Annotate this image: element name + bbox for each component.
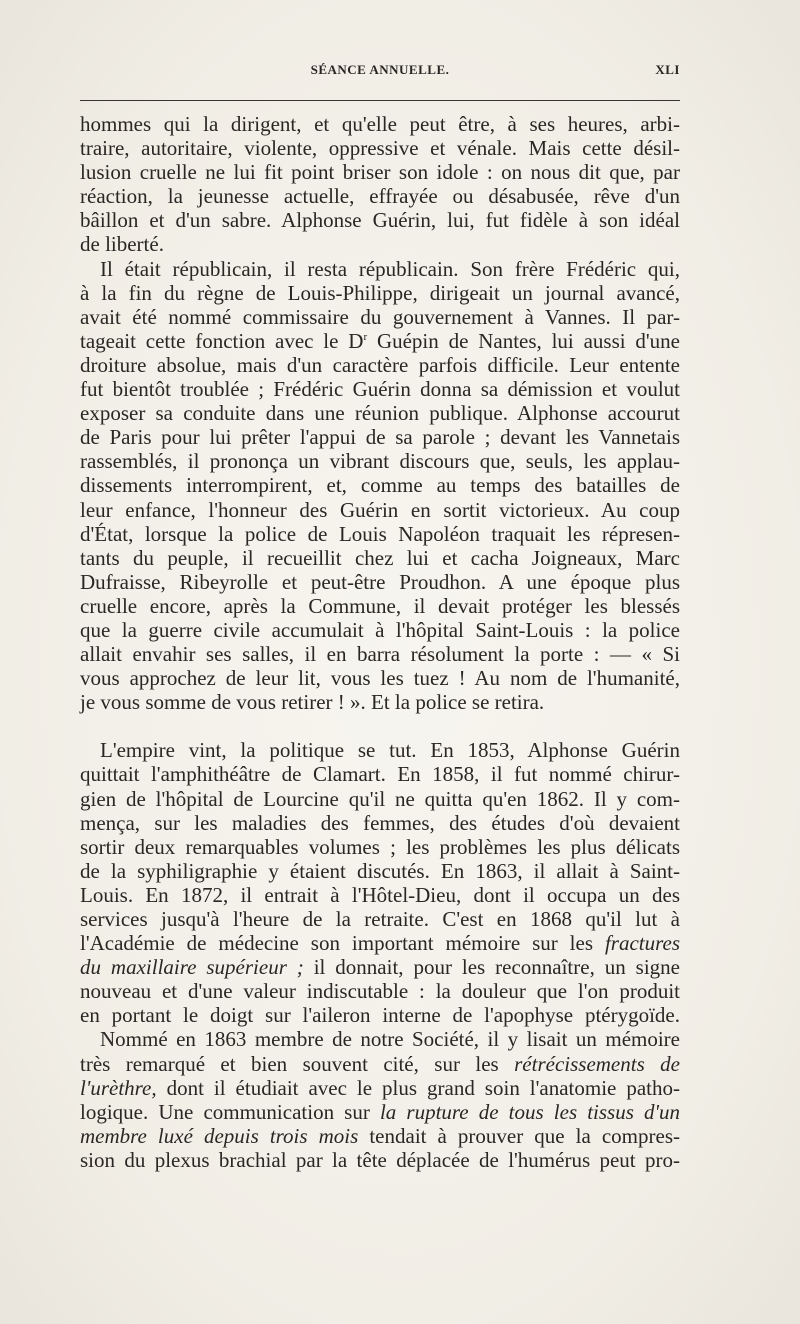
text-line-composite — [80, 955, 680, 979]
text-line: Dufraisse, Ribeyrolle et peut-être Proudhon. A une époque plus — [80, 569, 680, 594]
text-fragment: Guépin de Nantes, lui aussi d'une — [367, 328, 680, 353]
text-line: allait envahir ses salles, il en barra résolument la porte : — « Si — [80, 642, 680, 667]
text-line: de la syphiligraphie y étaient discutés. En 1863, il allait à Saint- — [80, 858, 680, 883]
text-fragment: tageait cette fonction avec le D — [80, 328, 364, 353]
text-line: dissements interrompirent, et, comme au temps des batailles de — [80, 473, 680, 498]
text-fragment: l'Académie de médecine son important mémoire sur les — [80, 931, 605, 956]
italic-title: du maxillaire supérieur ; — [80, 955, 304, 980]
text-line: leur enfance, l'honneur des Guérin en sortit victorieux. Au coup — [80, 497, 680, 522]
text-line: en portant le doigt sur l'aileron interne de l'apophyse ptérygoïde. — [80, 1003, 680, 1028]
text-line: que la guerre civile accumulait à l'hôpital Saint-Louis : la police — [80, 617, 680, 642]
text-line: rassemblés, il prononça un vibrant discours que, seuls, les applau- — [80, 449, 680, 474]
text-line: je vous somme de vous retirer ! ». Et la police se retira. — [80, 690, 545, 715]
text-line: bâillon et d'un sabre. Alphonse Guérin, lui, fut fidèle à son idéal — [80, 208, 680, 233]
text-line-composite — [80, 1124, 680, 1148]
text-line: quittait l'amphithéâtre de Clamart. En 1858, il fut nommé chirur- — [80, 762, 680, 787]
text-line: L'empire vint, la politique se tut. En 1853, Alphonse Guérin — [100, 738, 680, 763]
text-line: exposer sa conduite dans une réunion publique. Alphonse accourut — [80, 401, 680, 426]
paragraph-3 — [80, 738, 680, 1027]
text-line: fut bientôt troublée ; Frédéric Guérin donna sa démission et voulut — [80, 377, 680, 402]
superscript-r: r — [363, 330, 368, 343]
running-head — [80, 62, 680, 86]
text-fragment: il donnait, pour les reconnaître, un signe — [303, 955, 680, 980]
text-fragment: logique. Une communication sur — [80, 1099, 380, 1124]
paragraph-gap — [80, 714, 680, 738]
text-line: droiture absolue, mais d'un caractère parfois difficile. Leur entente — [80, 352, 680, 377]
text-line: réaction, la jeunesse actuelle, effrayée ou désabusée, rêve d'un — [80, 184, 680, 209]
italic-title: fractures — [604, 931, 680, 956]
text-line: cruelle encore, après la Commune, il devait protéger les blessés — [80, 593, 680, 618]
text-fragment: tendait à prouver que la compres- — [358, 1123, 680, 1148]
text-line: tants du peuple, il recueillit chez lui et cacha Joigneaux, Marc — [80, 545, 680, 570]
italic-title: l'urèthre, — [80, 1075, 157, 1100]
text-line: sion du plexus brachial par la tête déplacée de l'humérus peut pro- — [80, 1147, 680, 1172]
paragraph-1 — [80, 112, 680, 257]
text-line: avait été nommé commissaire du gouvernement à Vannes. Il par- — [80, 304, 680, 329]
text-fragment: très remarqué et bien souvent cité, sur les — [80, 1051, 515, 1076]
italic-title: membre luxé depuis trois mois — [80, 1123, 359, 1148]
text-line: gien de l'hôpital de Lourcine qu'il ne quitta qu'en 1862. Il y com- — [80, 786, 680, 811]
text-line: d'État, lorsque la police de Louis Napoléon traquait les répresen- — [80, 521, 680, 546]
text-line: lusion cruelle ne lui fit point briser son idole : on nous dit que, par — [80, 160, 680, 185]
text-line: vous approchez de leur lit, vous les tuez ! Au nom de l'humanité, — [80, 666, 680, 691]
page-number: XLI — [655, 62, 680, 77]
text-line: traire, autoritaire, violente, oppressive et vénale. Mais cette désil- — [80, 136, 680, 161]
paragraph-4 — [80, 1027, 680, 1172]
text-line: nouveau et d'une valeur indiscutable : la douleur que l'on produit — [80, 979, 680, 1004]
header-rule — [80, 100, 680, 101]
text-line: Il était républicain, il resta républicain. Son frère Frédéric qui, — [100, 256, 680, 281]
italic-title: la rupture de tous les tissus d'un — [379, 1099, 681, 1124]
text-line-composite — [80, 1100, 680, 1124]
text-line-composite — [80, 931, 680, 955]
text-line: de Paris pour lui prêter l'appui de sa parole ; devant les Vannetais — [80, 425, 680, 450]
text-line: services jusqu'à l'heure de la retraite. C'est en 1868 qu'il lut à — [80, 907, 680, 931]
text-line: mença, sur les maladies des femmes, des études d'où devaient — [80, 810, 680, 835]
body-text — [80, 112, 680, 1172]
running-title: SÉANCE ANNUELLE. — [310, 62, 450, 77]
text-line: Nommé en 1863 membre de notre Société, il y lisait un mémoire — [100, 1027, 680, 1052]
italic-title: rétrécissements de — [514, 1051, 680, 1076]
text-line-composite — [80, 1076, 680, 1100]
text-line-composite — [80, 329, 680, 353]
text-line: de liberté. — [80, 232, 164, 257]
text-line: sortir deux remarquables volumes ; les problèmes les plus délicats — [80, 834, 680, 859]
text-line: hommes qui la dirigent, et qu'elle peut être, à ses heures, arbi- — [80, 112, 680, 136]
text-line: Louis. En 1872, il entrait à l'Hôtel-Dieu, dont il occupa un des — [80, 882, 680, 907]
text-line-composite — [80, 1052, 680, 1076]
text-line: à la fin du règne de Louis-Philippe, dirigeait un journal avancé, — [80, 280, 680, 305]
paragraph-2 — [80, 257, 680, 715]
text-fragment: dont il étudiait avec le plus grand soin l'anatomie patho- — [156, 1075, 680, 1100]
